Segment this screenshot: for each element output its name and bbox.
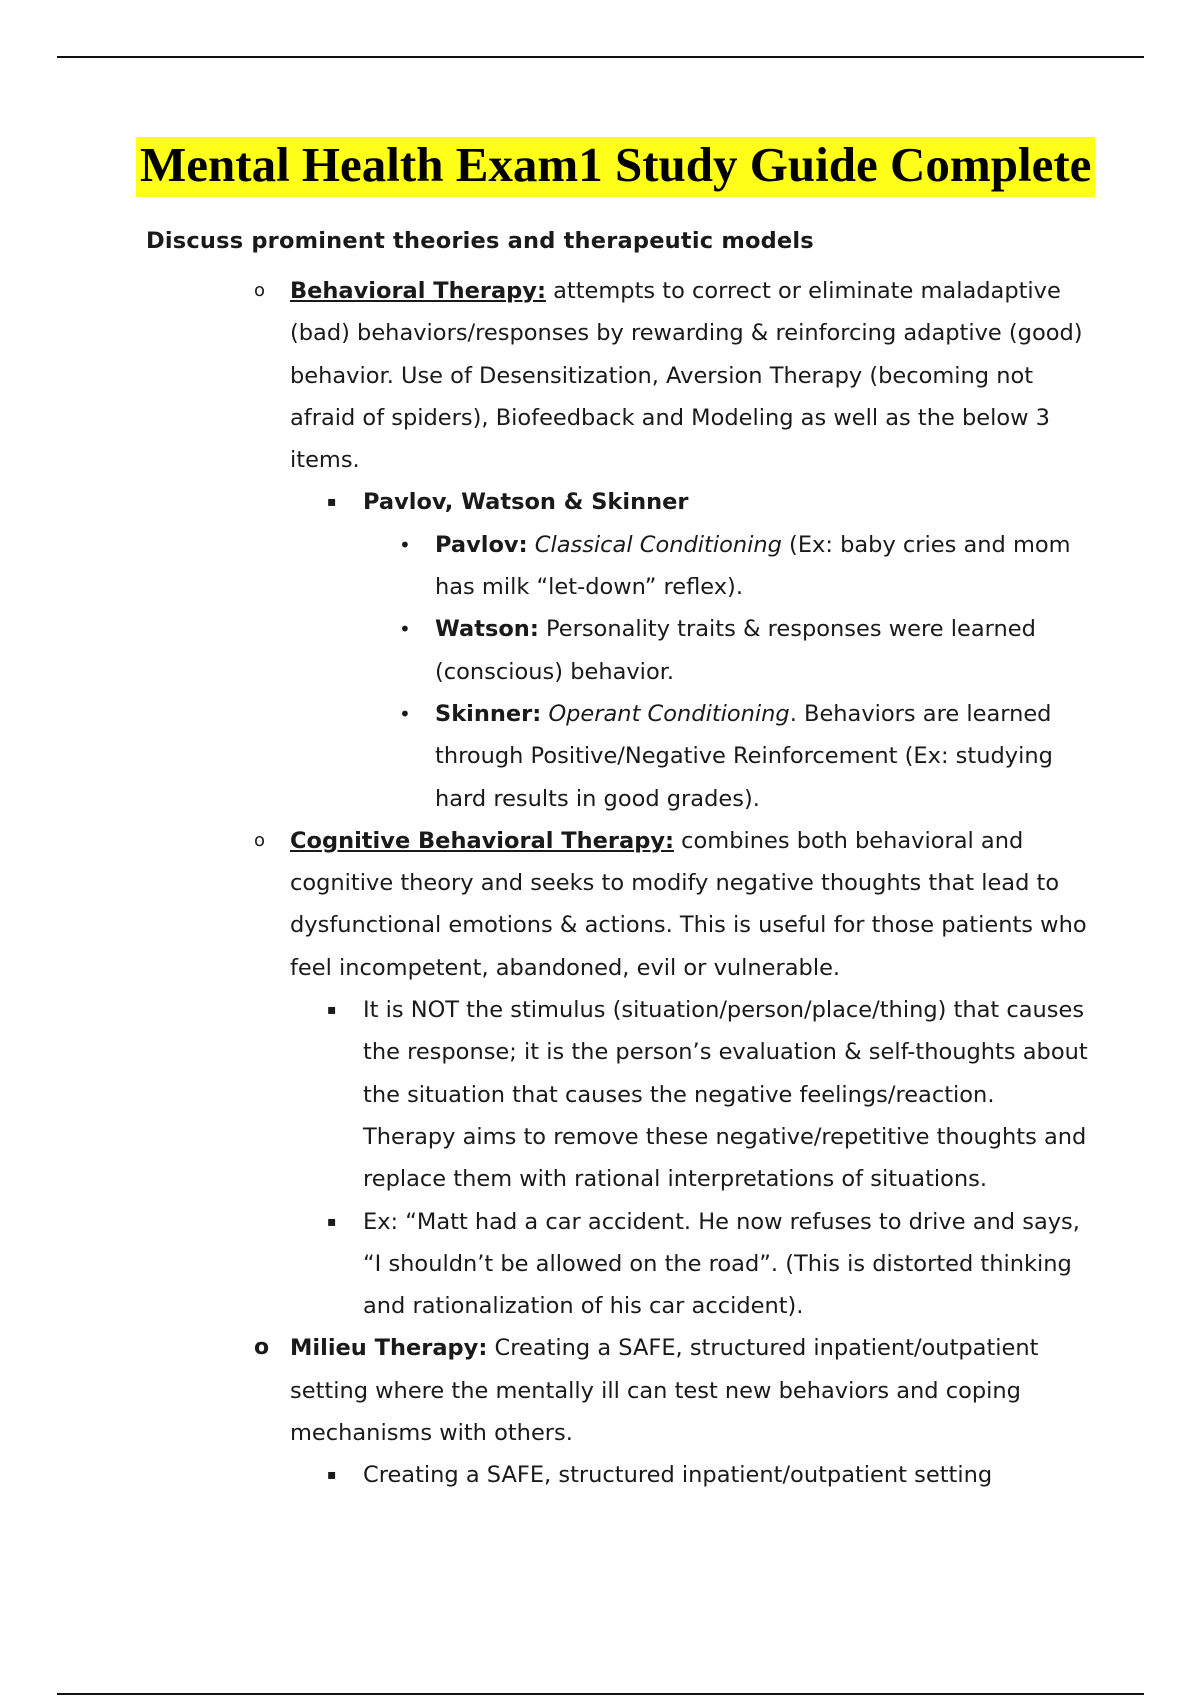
title-block: [136, 137, 1095, 197]
list-item-cbt-example: [327, 1201, 1093, 1328]
list-item-skinner: [399, 693, 1095, 820]
behavioral-therapy-term: Behavioral Therapy:: [290, 278, 546, 304]
list-item-pavlov-watson-skinner: [327, 481, 1093, 523]
list-item-behavioral-therapy: [254, 270, 1090, 481]
milieu-bullet-1: Creating a SAFE, structured inpatient/outpatient setting: [363, 1462, 993, 1489]
section-heading: Discuss prominent theories and therapeutic models: [146, 228, 814, 254]
dot-bullet-icon: •: [399, 617, 411, 642]
circle-bullet-icon: o: [254, 1335, 270, 1361]
circle-bullet-icon: o: [254, 280, 266, 301]
pavlov-term: Classical Conditioning: [534, 531, 782, 558]
cbt-bullet-2: Ex: “Matt had a car accident. He now refuses to drive and says, “I shouldn’t be allowed on the road”. (This is distorted thinking and rationalization of his car accident).: [363, 1208, 1080, 1320]
pavlov-text: (Ex: baby cries and mom has milk “let-down” reflex).: [435, 531, 1071, 601]
square-bullet-icon: ▪: [327, 494, 337, 511]
milieu-term: Milieu Therapy:: [290, 1335, 488, 1362]
list-item-cbt-stimulus: [327, 989, 1093, 1200]
square-bullet-icon: ▪: [327, 1467, 337, 1484]
pavlov-name: Pavlov:: [435, 531, 528, 558]
cbt-bullet-1: It is NOT the stimulus (situation/person/place/thing) that causes the response; it is the person’s evaluation & self-thoughts about the situation that causes the negative feelings/reaction. Therapy aims to remove these negative/repetitive thoughts and replace them with rational interpretations of situations.: [363, 997, 1088, 1193]
document-body: [0, 270, 1200, 1497]
list-item-milieu-therapy: [254, 1327, 1090, 1454]
list-item-pavlov: [399, 524, 1095, 609]
watson-name: Watson:: [435, 616, 539, 643]
list-item-cognitive-behavioral-therapy: [254, 820, 1090, 989]
top-rule: [57, 56, 1144, 58]
dot-bullet-icon: •: [399, 701, 411, 726]
skinner-name: Skinner:: [435, 700, 542, 727]
pavlov-watson-skinner-heading: Pavlov, Watson & Skinner: [363, 489, 689, 516]
square-bullet-icon: ▪: [327, 1002, 337, 1019]
cbt-text: combines both behavioral and cognitive theory and seeks to modify negative thoughts that lead to dysfunctional emotions & actions. This is useful for those patients who feel incompetent, abandoned, evil or vulnerable.: [290, 827, 1087, 981]
list-item-watson: [399, 608, 1095, 693]
skinner-text: . Behaviors are learned through Positive/Negative Reinforcement (Ex: studying hard results in good grades).: [435, 700, 1053, 812]
bottom-rule: [57, 1693, 1144, 1695]
list-item-milieu-setting: [327, 1454, 1093, 1496]
page-title: Mental Health Exam1 Study Guide Complete: [136, 137, 1095, 197]
dot-bullet-icon: •: [399, 532, 411, 557]
behavioral-therapy-text: attempts to correct or eliminate maladaptive (bad) behaviors/responses by rewarding & reinforcing adaptive (good) behavior. Use of Desensitization, Aversion Therapy (becoming not afraid of spiders), Biofeedback and Modeling as well as the below 3 items.: [290, 278, 1083, 474]
cbt-term: Cognitive Behavioral Therapy:: [290, 827, 674, 854]
watson-text: Personality traits & responses were learned (conscious) behavior.: [435, 616, 1036, 685]
skinner-term: Operant Conditioning: [548, 700, 790, 727]
milieu-text: Creating a SAFE, structured inpatient/outpatient setting where the mentally ill can test new behaviors and coping mechanisms with others.: [290, 1335, 1039, 1447]
square-bullet-icon: ▪: [327, 1213, 337, 1230]
circle-bullet-icon: o: [254, 829, 266, 851]
